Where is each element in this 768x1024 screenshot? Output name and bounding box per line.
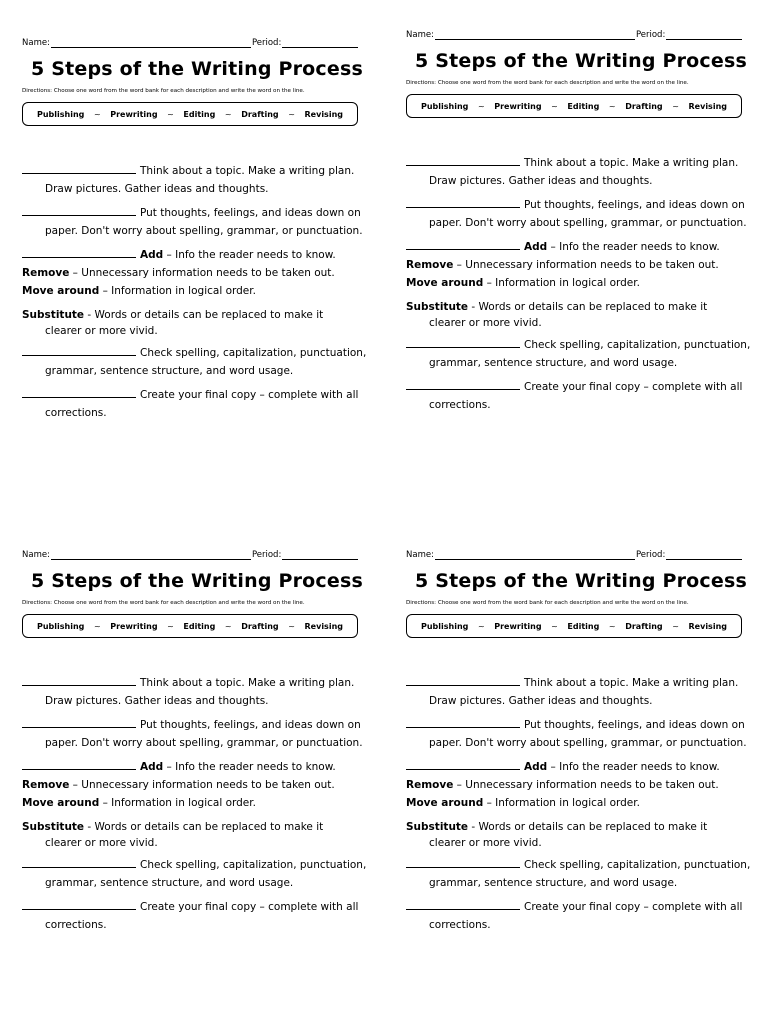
item-text-continued: paper. Don't worry about spelling, grammar, or punctuation. <box>429 217 747 229</box>
item-text: Put thoughts, feelings, and ideas down on <box>140 207 361 219</box>
answer-blank[interactable] <box>22 204 136 216</box>
answer-blank[interactable] <box>406 716 520 728</box>
item-text-continued: grammar, sentence structure, and word usage. <box>45 877 294 889</box>
word-bank-revising: Revising <box>688 101 727 111</box>
name-line[interactable] <box>435 550 635 560</box>
item-editing <box>406 336 756 372</box>
substitute-text: - Words or details can be replaced to make it <box>468 301 708 313</box>
substitute-keyword: Substitute <box>406 821 469 833</box>
name-period-row <box>22 546 372 560</box>
remove-keyword: Remove <box>22 267 70 279</box>
item-substitute <box>406 818 756 850</box>
remove-row <box>22 264 372 282</box>
word-bank <box>22 102 358 126</box>
item-editing <box>22 856 372 892</box>
name-label: Name: <box>406 30 434 40</box>
word-bank-separator: ~ <box>672 101 679 111</box>
answer-blank[interactable] <box>406 378 520 390</box>
item-text-continued: Draw pictures. Gather ideas and thoughts. <box>45 695 269 707</box>
item-substitute <box>22 818 372 850</box>
period-label: Period: <box>251 38 282 48</box>
description-list <box>22 674 372 934</box>
answer-blank[interactable] <box>406 674 520 686</box>
answer-blank[interactable] <box>22 856 136 868</box>
word-bank-prewriting: Prewriting <box>110 621 158 631</box>
word-bank-separator: ~ <box>167 109 174 119</box>
remove-text: – Unnecessary information needs to be taken out. <box>69 779 335 791</box>
add-keyword: Add <box>524 761 548 773</box>
item-text: Think about a topic. Make a writing plan. <box>524 157 739 169</box>
period-label: Period: <box>251 550 282 560</box>
word-bank-separator: ~ <box>672 621 679 631</box>
remove-keyword: Remove <box>406 779 454 791</box>
word-bank <box>406 614 742 638</box>
item-prewriting <box>22 162 372 198</box>
add-text: – Info the reader needs to know. <box>547 241 720 253</box>
word-bank-separator: ~ <box>167 621 174 631</box>
word-bank-separator: ~ <box>608 101 616 111</box>
item-revising <box>22 758 372 812</box>
item-revising <box>22 246 372 300</box>
item-text: Think about a topic. Make a writing plan. <box>140 677 355 689</box>
item-text: Check spelling, capitalization, punctuation, <box>524 339 751 351</box>
item-text: Put thoughts, feelings, and ideas down on <box>524 719 745 731</box>
item-text-continued: grammar, sentence structure, and word usage. <box>45 365 294 377</box>
word-bank-separator: ~ <box>551 621 558 631</box>
word-bank-publishing: Publishing <box>421 621 469 631</box>
move-keyword: Move around <box>406 277 484 289</box>
item-revising <box>406 238 756 292</box>
item-text: Create your final copy – complete with all <box>524 381 743 393</box>
answer-blank[interactable] <box>406 758 520 770</box>
answer-blank[interactable] <box>22 246 136 258</box>
item-prewriting <box>406 154 756 190</box>
word-bank-separator: ~ <box>288 621 295 631</box>
word-bank <box>406 94 742 118</box>
word-bank-separator: ~ <box>288 109 295 119</box>
answer-blank[interactable] <box>22 162 136 174</box>
move-text: – Information in logical order. <box>99 285 256 297</box>
worksheet-title: 5 Steps of the Writing Process <box>30 58 363 80</box>
word-bank-editing: Editing <box>567 101 600 111</box>
item-text-continued: grammar, sentence structure, and word usage. <box>429 877 678 889</box>
item-text-continued: paper. Don't worry about spelling, grammar, or punctuation. <box>429 737 747 749</box>
item-drafting <box>22 204 372 240</box>
move-row <box>22 794 372 812</box>
answer-blank[interactable] <box>406 238 520 250</box>
description-list <box>406 674 756 934</box>
substitute-text-continued: clearer or more vivid. <box>45 837 158 849</box>
directions-text: Directions: Choose one word from the word bank for each description and write the word on the line. <box>22 88 305 94</box>
substitute-text-continued: clearer or more vivid. <box>429 317 542 329</box>
directions-text: Directions: Choose one word from the word bank for each description and write the word on the line. <box>22 600 305 606</box>
move-keyword: Move around <box>406 797 484 809</box>
item-publishing <box>406 898 756 934</box>
move-text: – Information in logical order. <box>483 797 640 809</box>
item-text-continued: paper. Don't worry about spelling, grammar, or punctuation. <box>45 225 363 237</box>
add-text: – Info the reader needs to know. <box>163 249 336 261</box>
word-bank-publishing: Publishing <box>37 109 85 119</box>
item-substitute <box>22 306 372 338</box>
answer-blank[interactable] <box>406 898 520 910</box>
item-text: Check spelling, capitalization, punctuation, <box>140 347 367 359</box>
item-text: Create your final copy – complete with all <box>140 389 359 401</box>
move-keyword: Move around <box>22 797 100 809</box>
substitute-keyword: Substitute <box>406 301 469 313</box>
remove-row <box>406 776 756 794</box>
item-text-continued: corrections. <box>45 407 107 419</box>
item-text: Check spelling, capitalization, punctuation, <box>140 859 367 871</box>
move-text: – Information in logical order. <box>99 797 256 809</box>
item-publishing <box>406 378 756 414</box>
item-text: Create your final copy – complete with all <box>524 901 743 913</box>
item-text-continued: corrections. <box>429 919 491 931</box>
worksheet-top-right <box>406 26 756 466</box>
period-line[interactable] <box>666 550 742 560</box>
substitute-text: - Words or details can be replaced to make it <box>468 821 708 833</box>
word-bank-publishing: Publishing <box>421 101 469 111</box>
add-text: – Info the reader needs to know. <box>163 761 336 773</box>
remove-text: – Unnecessary information needs to be taken out. <box>453 779 719 791</box>
item-publishing <box>22 386 372 422</box>
word-bank-editing: Editing <box>567 621 600 631</box>
period-label: Period: <box>635 30 666 40</box>
word-bank-separator: ~ <box>477 621 485 631</box>
item-text-continued: corrections. <box>45 919 107 931</box>
word-bank <box>22 614 358 638</box>
remove-text: – Unnecessary information needs to be taken out. <box>69 267 335 279</box>
item-revising <box>406 758 756 812</box>
word-bank-drafting: Drafting <box>625 101 663 111</box>
name-label: Name: <box>22 38 50 48</box>
answer-blank[interactable] <box>22 716 136 728</box>
answer-blank[interactable] <box>406 196 520 208</box>
word-bank-separator: ~ <box>224 109 232 119</box>
item-text-continued: paper. Don't worry about spelling, grammar, or punctuation. <box>45 737 363 749</box>
move-keyword: Move around <box>22 285 100 297</box>
directions-text: Directions: Choose one word from the word bank for each description and write the word on the line. <box>406 600 689 606</box>
item-drafting <box>406 196 756 232</box>
add-text: – Info the reader needs to know. <box>547 761 720 773</box>
item-text: Think about a topic. Make a writing plan. <box>140 165 355 177</box>
word-bank-separator: ~ <box>224 621 232 631</box>
word-bank-revising: Revising <box>304 109 343 119</box>
word-bank-separator: ~ <box>93 621 101 631</box>
item-text-continued: corrections. <box>429 399 491 411</box>
move-text: – Information in logical order. <box>483 277 640 289</box>
item-text-continued: grammar, sentence structure, and word usage. <box>429 357 678 369</box>
item-text-continued: Draw pictures. Gather ideas and thoughts. <box>45 183 269 195</box>
add-keyword: Add <box>140 249 164 261</box>
item-editing <box>22 344 372 380</box>
name-period-row <box>406 546 756 560</box>
substitute-text: - Words or details can be replaced to make it <box>84 309 324 321</box>
word-bank-publishing: Publishing <box>37 621 85 631</box>
substitute-text-continued: clearer or more vivid. <box>429 837 542 849</box>
item-text: Check spelling, capitalization, punctuation, <box>524 859 751 871</box>
answer-blank[interactable] <box>22 898 136 910</box>
word-bank-separator: ~ <box>551 101 558 111</box>
item-text-continued: Draw pictures. Gather ideas and thoughts. <box>429 175 653 187</box>
answer-blank[interactable] <box>406 856 520 868</box>
word-bank-separator: ~ <box>608 621 616 631</box>
word-bank-editing: Editing <box>183 109 216 119</box>
worksheet-title: 5 Steps of the Writing Process <box>414 570 747 592</box>
substitute-keyword: Substitute <box>22 309 85 321</box>
item-publishing <box>22 898 372 934</box>
substitute-keyword: Substitute <box>22 821 85 833</box>
answer-blank[interactable] <box>22 386 136 398</box>
worksheet-bottom-right <box>406 546 756 986</box>
name-label: Name: <box>406 550 434 560</box>
word-bank-prewriting: Prewriting <box>110 109 158 119</box>
word-bank-drafting: Drafting <box>241 109 279 119</box>
period-line[interactable] <box>666 30 742 40</box>
word-bank-drafting: Drafting <box>625 621 663 631</box>
worksheet-bottom-left <box>22 546 372 986</box>
worksheet-title: 5 Steps of the Writing Process <box>414 50 747 72</box>
item-text: Put thoughts, feelings, and ideas down on <box>524 199 745 211</box>
word-bank-prewriting: Prewriting <box>494 101 542 111</box>
add-keyword: Add <box>524 241 548 253</box>
item-drafting <box>406 716 756 752</box>
item-editing <box>406 856 756 892</box>
item-text: Put thoughts, feelings, and ideas down on <box>140 719 361 731</box>
add-keyword: Add <box>140 761 164 773</box>
word-bank-separator: ~ <box>93 109 101 119</box>
item-prewriting <box>406 674 756 710</box>
description-list <box>22 162 372 422</box>
answer-blank[interactable] <box>22 674 136 686</box>
move-row <box>406 794 756 812</box>
remove-row <box>406 256 756 274</box>
word-bank-prewriting: Prewriting <box>494 621 542 631</box>
item-text-continued: Draw pictures. Gather ideas and thoughts. <box>429 695 653 707</box>
item-text: Think about a topic. Make a writing plan. <box>524 677 739 689</box>
item-drafting <box>22 716 372 752</box>
name-line[interactable] <box>51 38 251 48</box>
remove-row <box>22 776 372 794</box>
answer-blank[interactable] <box>406 336 520 348</box>
item-substitute <box>406 298 756 330</box>
word-bank-drafting: Drafting <box>241 621 279 631</box>
period-line[interactable] <box>282 38 358 48</box>
remove-text: – Unnecessary information needs to be taken out. <box>453 259 719 271</box>
name-label: Name: <box>22 550 50 560</box>
name-period-row <box>406 26 756 40</box>
period-line[interactable] <box>282 550 358 560</box>
remove-keyword: Remove <box>406 259 454 271</box>
description-list <box>406 154 756 414</box>
answer-blank[interactable] <box>406 154 520 166</box>
remove-keyword: Remove <box>22 779 70 791</box>
substitute-text: - Words or details can be replaced to make it <box>84 821 324 833</box>
item-prewriting <box>22 674 372 710</box>
word-bank-revising: Revising <box>304 621 343 631</box>
name-line[interactable] <box>435 30 635 40</box>
word-bank-editing: Editing <box>183 621 216 631</box>
answer-blank[interactable] <box>22 344 136 356</box>
worksheet-title: 5 Steps of the Writing Process <box>30 570 363 592</box>
word-bank-separator: ~ <box>477 101 485 111</box>
name-line[interactable] <box>51 550 251 560</box>
directions-text: Directions: Choose one word from the word bank for each description and write the word on the line. <box>406 80 689 86</box>
name-period-row <box>22 34 372 48</box>
move-row <box>406 274 756 292</box>
worksheet-top-left <box>22 34 372 474</box>
period-label: Period: <box>635 550 666 560</box>
move-row <box>22 282 372 300</box>
answer-blank[interactable] <box>22 758 136 770</box>
substitute-text-continued: clearer or more vivid. <box>45 325 158 337</box>
word-bank-revising: Revising <box>688 621 727 631</box>
item-text: Create your final copy – complete with all <box>140 901 359 913</box>
